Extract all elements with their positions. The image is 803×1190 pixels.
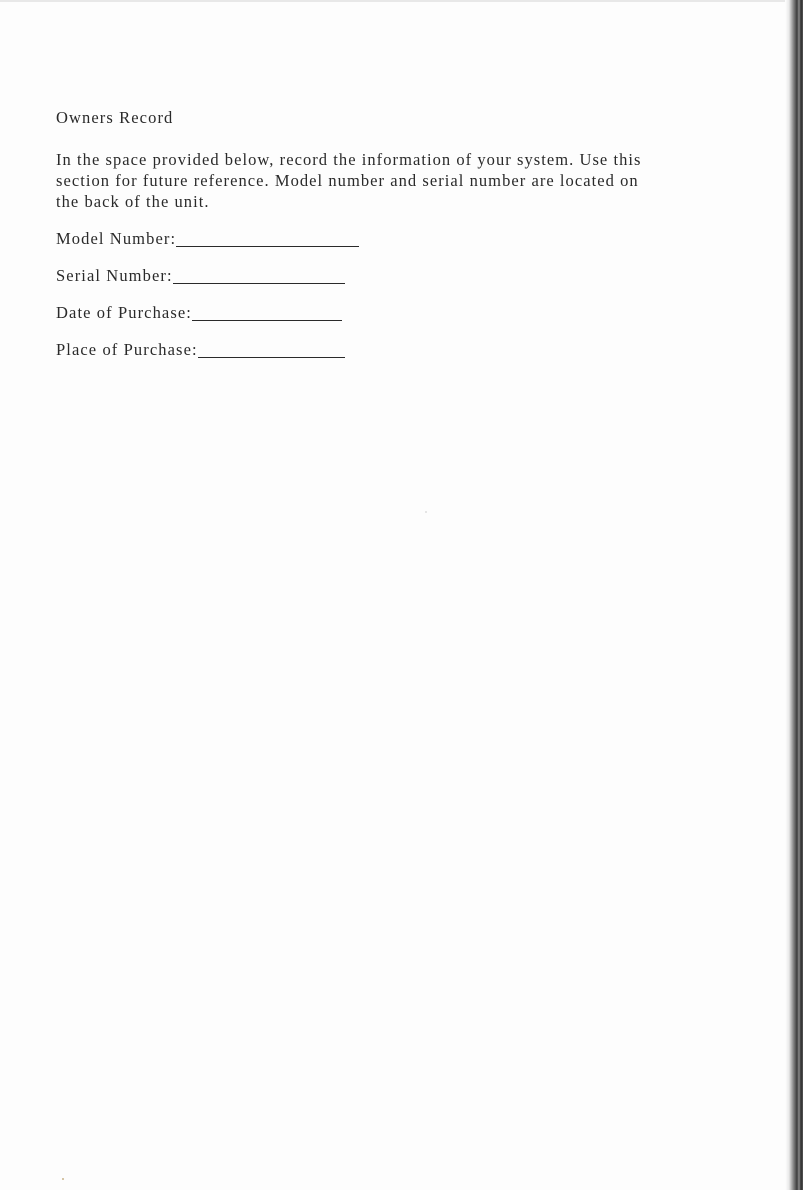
page-top-edge <box>0 0 785 2</box>
model-number-field <box>56 230 656 249</box>
serial-number-field <box>56 267 656 286</box>
date-of-purchase-label: Date of Purchase: <box>56 303 192 322</box>
date-of-purchase-field <box>56 304 656 323</box>
date-of-purchase-blank <box>192 319 342 321</box>
serial-number-label: Serial Number: <box>56 266 173 285</box>
model-number-label: Model Number: <box>56 229 177 248</box>
model-number-blank <box>176 245 359 247</box>
owners-record-section <box>56 108 656 378</box>
paper-speck <box>62 1178 64 1180</box>
place-of-purchase-field <box>56 341 656 360</box>
intro-paragraph: In the space provided below, record the information of your system. Use this section for future reference. Model number and serial number are located on the back of the unit. <box>56 150 642 211</box>
paper-speck <box>425 511 427 513</box>
page-binding-edge <box>785 0 803 1190</box>
place-of-purchase-blank <box>198 356 345 358</box>
section-heading: Owners Record <box>56 108 174 127</box>
serial-number-blank <box>173 282 345 284</box>
place-of-purchase-label: Place of Purchase: <box>56 340 198 359</box>
